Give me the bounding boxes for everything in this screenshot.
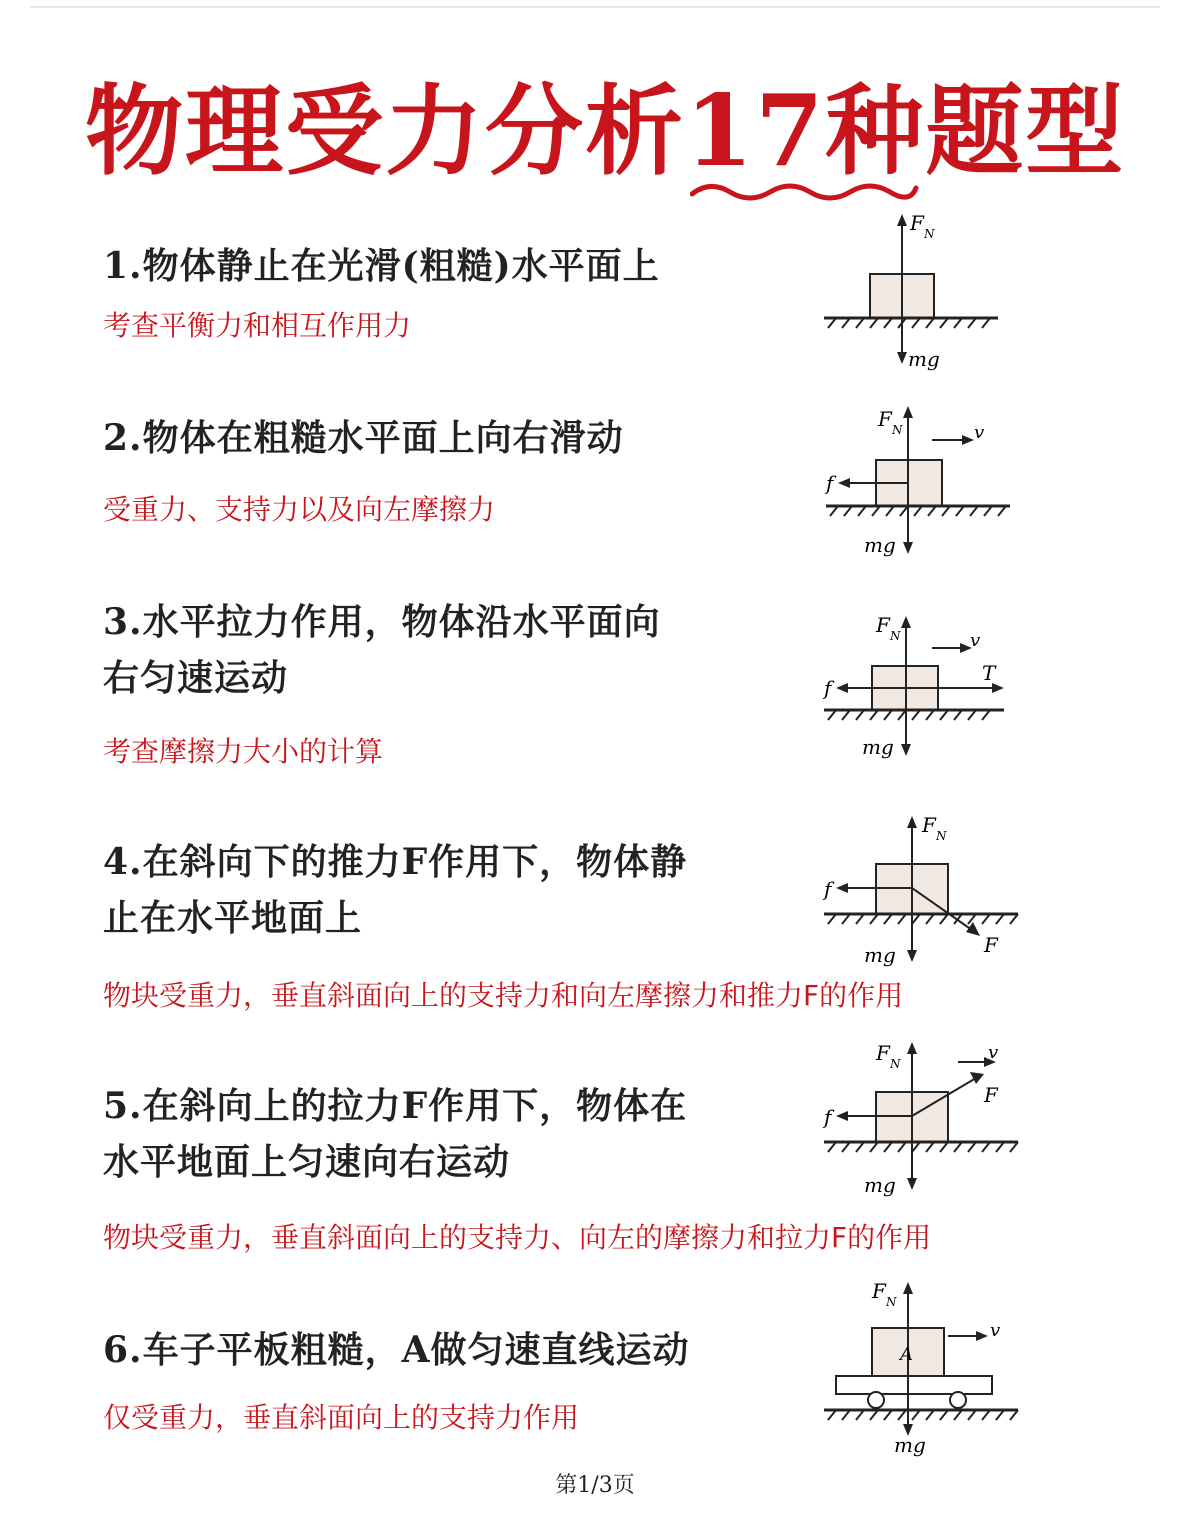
label-F: F xyxy=(984,933,998,957)
item-5-title-line-1: 5.在斜向上的拉力F作用下，物体在 xyxy=(103,1085,688,1127)
item-5-title-line-2: 水平地面上匀速向右运动 xyxy=(103,1141,511,1183)
item-4-title-line-1: 4.在斜向下的推力F作用下，物体静 xyxy=(103,841,688,883)
label-F: F xyxy=(984,1083,998,1107)
item-4-note: 物块受重力，垂直斜面向上的支持力和向左摩擦力和推力F的作用 xyxy=(103,979,904,1012)
item-4-title-line-2: 止在水平地面上 xyxy=(103,897,363,939)
item-3-note: 考查摩擦力大小的计算 xyxy=(103,735,384,768)
top-divider xyxy=(30,6,1160,8)
label-f: f xyxy=(824,1105,832,1129)
label-mg: mg xyxy=(894,1433,926,1457)
label-fn: F xyxy=(876,613,890,637)
label-fn-sub: N xyxy=(890,1057,901,1071)
item-5-title xyxy=(103,1078,687,1190)
page-number: 第1/3页 xyxy=(555,1473,635,1498)
title-underline-decoration xyxy=(690,176,920,206)
label-f: f xyxy=(824,877,832,901)
label-v: v xyxy=(990,1320,1001,1341)
label-fn-sub: N xyxy=(886,1295,897,1309)
item-4-title xyxy=(103,834,687,946)
item-2-title xyxy=(103,410,624,466)
label-mg: mg xyxy=(864,1173,896,1197)
label-fn: F xyxy=(878,407,892,431)
label-mg: mg xyxy=(864,943,896,967)
label-fn-sub: N xyxy=(890,629,901,643)
item-1-force-diagram xyxy=(818,210,1008,375)
item-4-force-diagram xyxy=(818,806,1028,976)
label-fn-sub: N xyxy=(924,227,935,241)
label-v: v xyxy=(988,1042,999,1063)
item-3-title xyxy=(103,594,661,706)
label-fn: F xyxy=(872,1279,886,1303)
label-mg: mg xyxy=(862,735,894,759)
item-6-note: 仅受重力，垂直斜面向上的支持力作用 xyxy=(103,1401,580,1434)
item-1-note: 考查平衡力和相互作用力 xyxy=(103,309,412,342)
item-3-title-line-2: 右匀速运动 xyxy=(103,657,289,699)
page-title: 物理受力分析17种题型 xyxy=(85,74,1126,189)
item-3-force-diagram xyxy=(818,598,1018,768)
label-mg: mg xyxy=(908,347,940,371)
label-fn: F xyxy=(876,1041,890,1065)
item-5-note: 物块受重力，垂直斜面向上的支持力、向左的摩擦力和拉力F的作用 xyxy=(103,1221,932,1254)
item-6-title xyxy=(103,1322,690,1378)
item-2-title-line-1: 2.物体在粗糙水平面上向右滑动 xyxy=(103,417,624,459)
item-5-force-diagram xyxy=(818,1032,1028,1202)
label-a: A xyxy=(900,1344,913,1365)
item-6-title-line-1: 6.车子平板粗糙，A做匀速直线运动 xyxy=(103,1329,690,1371)
label-mg: mg xyxy=(864,533,896,557)
label-v: v xyxy=(970,630,981,651)
label-f: f xyxy=(826,471,834,495)
item-2-force-diagram xyxy=(818,398,1018,568)
label-fn-sub: N xyxy=(936,829,947,843)
label-f: f xyxy=(824,676,832,700)
label-t: T xyxy=(982,661,996,685)
item-6-force-diagram xyxy=(818,1272,1028,1462)
label-v: v xyxy=(974,422,985,443)
label-fn: F xyxy=(910,211,924,235)
item-1-title xyxy=(103,238,660,294)
item-2-note: 受重力、支持力以及向左摩擦力 xyxy=(103,493,496,526)
item-1-title-line-1: 1.物体静止在光滑(粗糙)水平面上 xyxy=(103,245,660,287)
label-fn-sub: N xyxy=(892,423,903,437)
item-3-title-line-1: 3.水平拉力作用，物体沿水平面向 xyxy=(103,601,661,643)
label-fn: F xyxy=(922,813,936,837)
